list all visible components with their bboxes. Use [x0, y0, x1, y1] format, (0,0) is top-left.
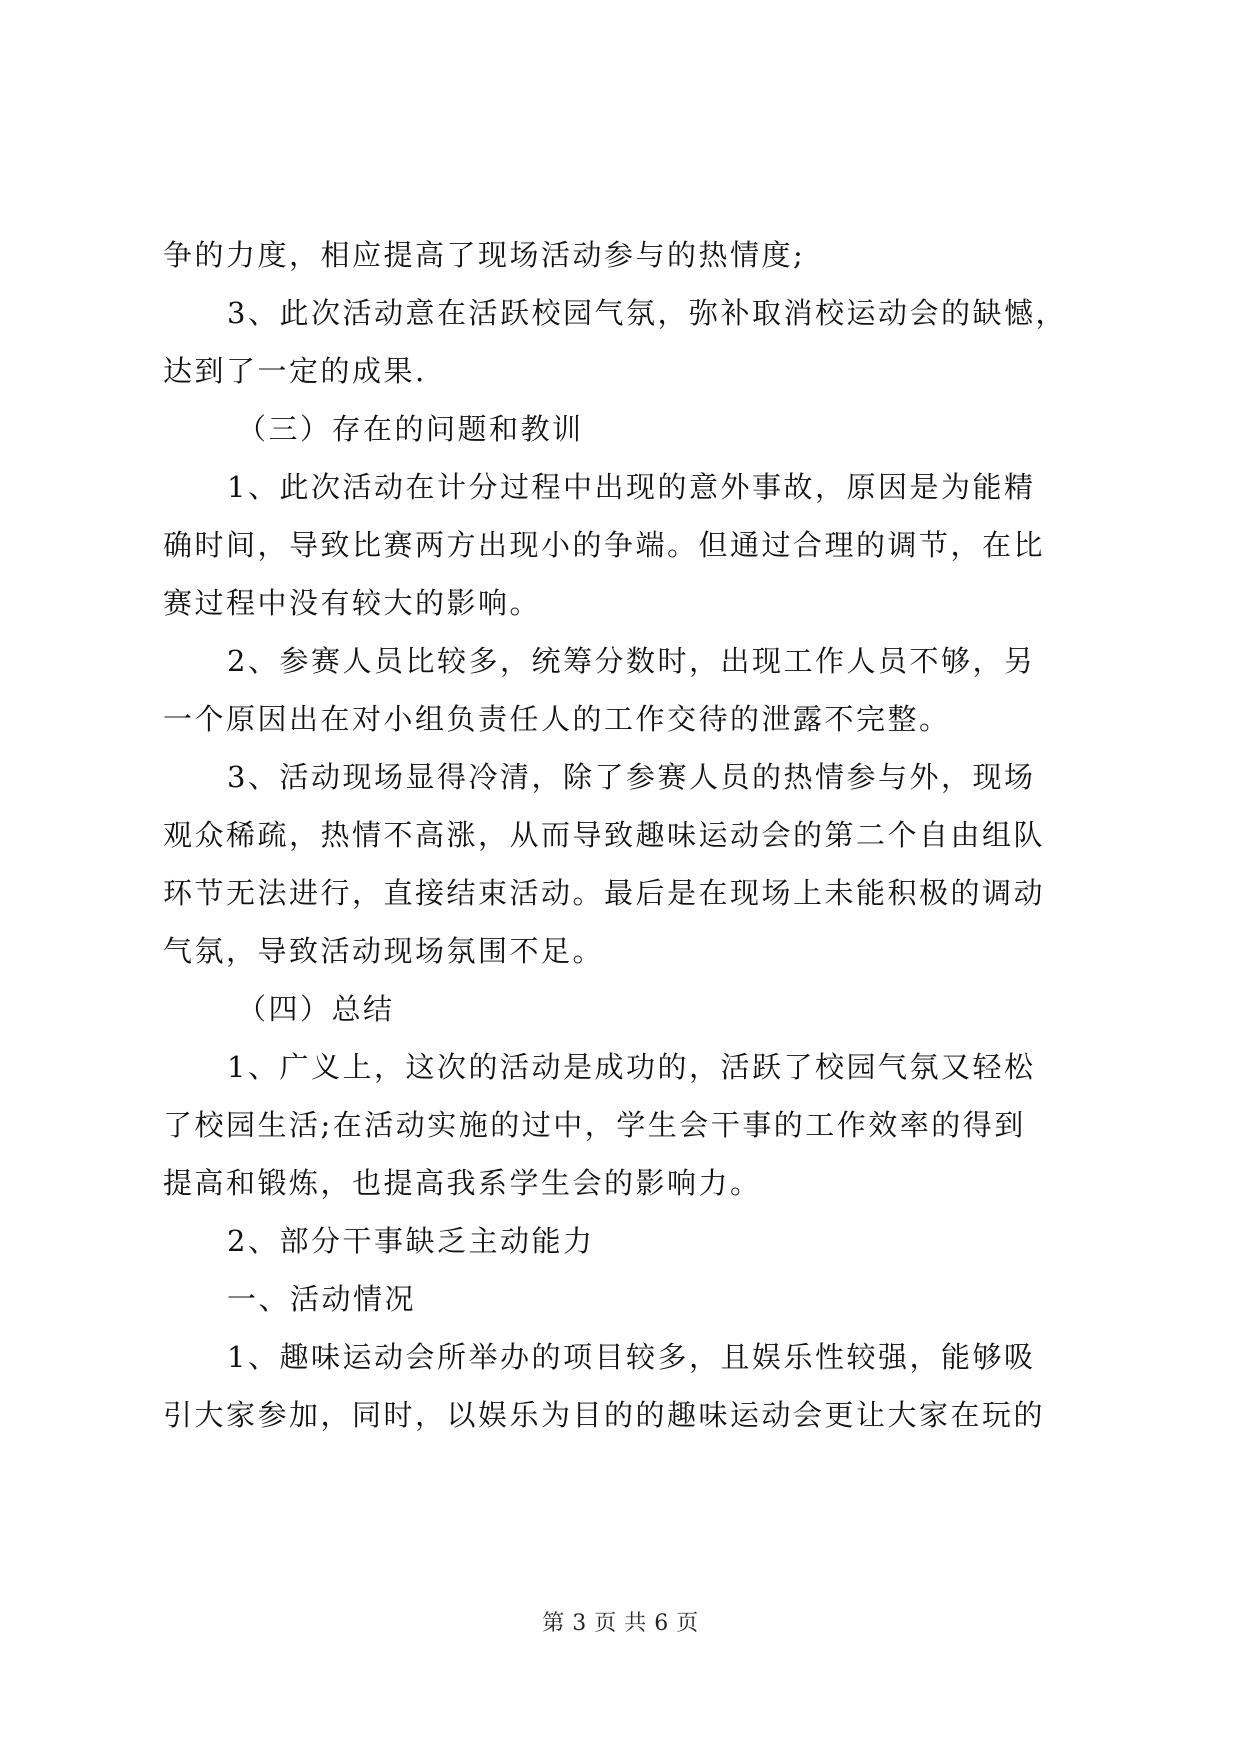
text-line: 赛过程中没有较大的影响。 [163, 586, 542, 620]
section-heading: 一、活动情况 [227, 1282, 417, 1316]
document-body [163, 226, 1083, 1444]
section-heading: （三）存在的问题和教训 [237, 412, 584, 446]
text-line: 一个原因出在对小组负责任人的工作交待的泄露不完整。 [163, 702, 951, 736]
text-line: 了校园生活;在活动实施的过中，学生会干事的工作效率的得到 [163, 1108, 1026, 1142]
text-line: 2、参赛人员比较多，统筹分数时，出现工作人员不够，另 [227, 644, 1036, 678]
text-line: 环节无法进行，直接结束活动。最后是在现场上未能积极的调动 [163, 876, 1046, 910]
text-line: 观众稀疏，热情不高涨，从而导致趣味运动会的第二个自由组队 [163, 818, 1046, 852]
text-line: 3、此次活动意在活跃校园气氛，弥补取消校运动会的缺憾， [227, 296, 1067, 330]
text-line: 2、部分干事缺乏主动能力 [227, 1224, 595, 1258]
text-line: 提高和锻炼，也提高我系学生会的影响力。 [163, 1166, 762, 1200]
text-line: 1、趣味运动会所举办的项目较多，且娱乐性较强，能够吸 [227, 1340, 1036, 1374]
text-line: 3、活动现场显得冷清，除了参赛人员的热情参与外，现场 [227, 760, 1036, 794]
text-line: 确时间，导致比赛两方出现小的争端。但通过合理的调节，在比 [163, 528, 1046, 562]
section-heading: （四）总结 [237, 992, 395, 1026]
text-line: 引大家参加，同时，以娱乐为目的的趣味运动会更让大家在玩的 [163, 1398, 1046, 1432]
page-number-footer: 第 3 页 共 6 页 [542, 1611, 699, 1636]
text-line: 气氛，导致活动现场氛围不足。 [163, 934, 605, 968]
text-line: 1、广义上，这次的活动是成功的，活跃了校园气氛又轻松 [227, 1050, 1036, 1084]
text-line: 达到了一定的成果. [163, 354, 427, 388]
text-line: 1、此次活动在计分过程中出现的意外事故，原因是为能精 [227, 470, 1036, 504]
text-line: 争的力度，相应提高了现场活动参与的热情度; [163, 238, 806, 272]
